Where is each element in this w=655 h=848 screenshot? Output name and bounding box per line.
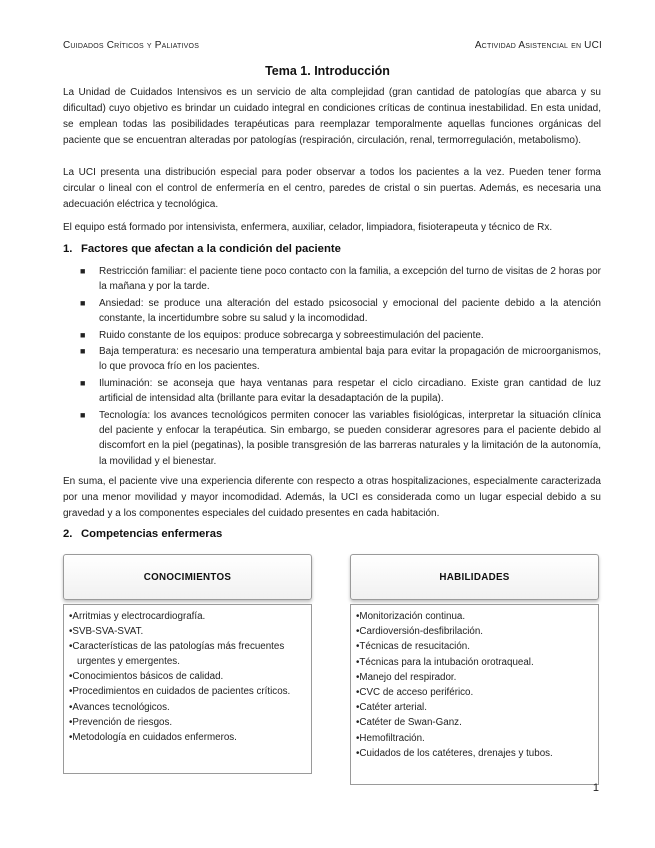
list-item: ■ Baja temperatura: es necesario una temperatura ambiental baja para evitar la propagación de microorganismos, lo que provoca frío en los pacientes. [80,346,601,373]
bullet-icon: ■ [80,297,86,308]
bullet-icon: ■ [80,346,86,357]
list-item: •Prevención de riesgos. [69,716,173,728]
section-heading-factores [63,243,341,255]
section-title: Factores que afectan a la condición del paciente [81,243,341,255]
list-item: •Hemofiltración. [356,732,425,744]
conocimientos-box [63,554,312,774]
list-item: ■ Iluminación: se aconseja que haya ventanas para respetar el ciclo circadiano. Existe gran cantidad de luz artificial de intensidad alta (brillante para evitar la desadaptación de la pupila). [80,377,601,405]
list-item: •Monitorización continua. [356,611,466,622]
list-item: ■ Ansiedad: se produce una alteración del estado psicosocial y emocional del paciente debido a la atención constante, la incertidumbre sobre su salud y la incomodidad. [80,297,601,325]
list-item: •Avances tecnológicos. [69,701,170,713]
list-item: •Cardioversión-desfibrilación. [356,626,484,638]
section-title: Competencias enfermeras [81,528,223,540]
bullet-icon: ■ [80,266,86,276]
paragraph-text: El equipo está formado por intensivista, enfermera, auxiliar, celador, limpiadora, fisioterapeuta y técnico de Rx. [63,222,553,233]
list-item: •CVC de acceso periférico. [356,686,474,698]
paragraph-text: En suma, el paciente vive una experiencia diferente con respecto a otras hospitalizaciones, especialmente caracterizada por una menor movilidad y mayor incomodidad. Además, la UCI es considerada como un lugar especial debido a su gravedad y a los componentes especiales del cuidado presentes en cada habitación. [63,476,601,519]
intro-paragraph-2 [63,165,601,213]
list-item: •Procedimientos en cuidados de pacientes críticos. [69,686,291,698]
section-heading-competencias [63,528,222,540]
bullet-icon: ■ [80,377,86,388]
list-item: •Metodología en cuidados enfermeros. [69,731,237,743]
page-number: 1 [592,782,599,794]
list-item: •SVB-SVA-SVAT. [69,626,144,638]
list-item: ■ Restricción familiar: el paciente tiene poco contacto con la familia, a excepción del turno de visitas de 2 horas por la mañana y por la tarde. [80,266,601,293]
list-item: •Técnicas de resucitación. [356,641,470,653]
intro-paragraph-3 [63,220,601,236]
page-title: Tema 1. Introducción [265,64,390,78]
summary-paragraph [63,474,601,522]
list-item: ■ Tecnología: los avances tecnológicos permiten conocer las variables fisiológicas, interpretar la situación clínica del paciente y enfocar la terapéutica. Sin embargo, se pueden considerar agresores para el paciente debido al discomfort en la piel (pegatinas), la posible transgresión de las barreras naturales y la limitación de la autonomía, la movilidad y el bienestar. [80,409,601,467]
list-item: •Cuidados de los catéteres, drenajes y tubos. [356,747,553,759]
factors-list [80,264,601,470]
conocimientos-heading: CONOCIMIENTOS [63,554,312,600]
habilidades-list-box [350,604,599,785]
conocimientos-list-box [63,604,312,774]
paragraph-text: La UCI presenta una distribución especial para poder observar a todos los pacientes a la vez. Pueden tener forma circular o lineal con el control de enfermería en el centro, paredes de cristal o sin puertas. Además, es necesaria una adecuación eléctrica y tecnológica. [63,167,601,210]
paragraph-text: La Unidad de Cuidados Intensivos es un servicio de alta complejidad (gran cantidad de patologías que abarca y su dificultad) cuyo objetivo es brindar un cuidado integral en condiciones críticas de continua inestabilidad. En esta unidad, se emplean todas las posibilidades terapéuticas para reemplazar temporalmente aquellas funciones orgánicas del paciente que se encuentran alteradas por patologías (respiración, circulación, renal, termorregulación, metabolismo). [63,87,601,146]
section-number: 1. [63,243,73,255]
bullet-icon: ■ [80,409,86,420]
list-item: ■ Ruido constante de los equipos: produce sobrecarga y sobreestimulación del paciente. [80,328,601,343]
habilidades-box [350,554,599,785]
section-number: 2. [63,528,73,540]
running-header-left: Cuidados Críticos y Paliativos [63,40,200,51]
bullet-icon: ■ [80,329,86,340]
list-item: •Técnicas para la intubación orotraqueal. [356,656,534,668]
list-item: •Conocimientos básicos de calidad. [69,671,224,683]
list-item: •Catéter de Swan-Ganz. [356,717,462,729]
intro-paragraph-1 [63,85,601,149]
list-item: •Manejo del respirador. [356,671,457,683]
list-item: •Arritmias y electrocardiografía. [69,611,206,622]
running-header-right: Actividad Asistencial en UCI [474,40,602,51]
habilidades-heading: HABILIDADES [350,554,599,600]
list-item: •Características de las patologías más frecuentes urgentes y emergentes. [69,641,285,667]
list-item: •Catéter arterial. [356,702,427,714]
